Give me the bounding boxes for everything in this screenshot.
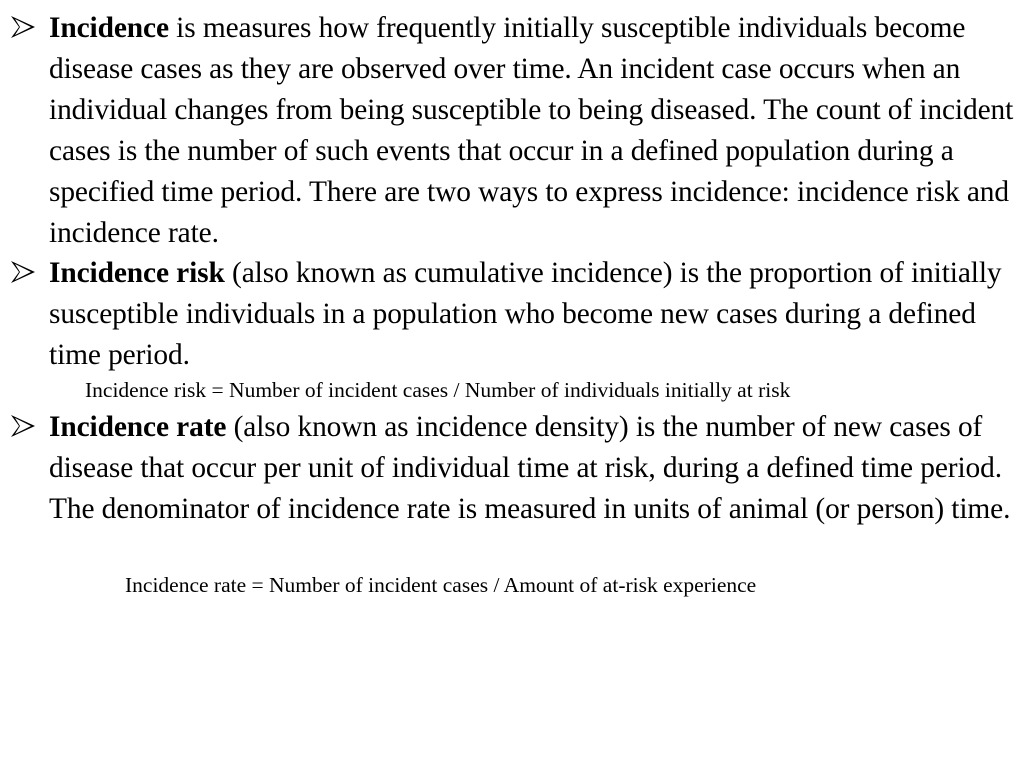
bullet-body: (also known as incidence density) is the number of new cases of disease that occur per unit of individual time at risk, during a defined time period. The denominator of incidence rate is measured in units of animal (or person) time. <box>49 411 1011 525</box>
bullet-body: (also known as cumulative incidence) is the proportion of initially susceptible individuals in a population who become new cases during a defined time period. <box>49 257 1002 371</box>
arrow-bullet-icon <box>10 14 36 40</box>
arrow-bullet-icon <box>10 259 36 285</box>
bullet-term: Incidence <box>49 12 169 44</box>
bullet-term: Incidence risk <box>49 257 225 289</box>
arrow-bullet-icon <box>10 413 36 439</box>
bullet-term: Incidence rate <box>49 411 227 443</box>
incidence-risk-formula: Incidence risk = Number of incident cases / Number of individuals initially at risk <box>85 378 791 402</box>
incidence-rate-formula: Incidence rate = Number of incident cases / Amount of at-risk experience <box>125 573 757 597</box>
bullet-text <box>49 253 1017 376</box>
bullet-text <box>49 8 1017 254</box>
bullet-text <box>49 407 1017 530</box>
bullet-body: is measures how frequently initially susceptible individuals become disease cases as they are observed over time. An incident case occurs when an individual changes from being susceptible to being diseased. The count of incident cases is the number of such events that occur in a defined population during a specified time period. There are two ways to express incidence: incidence risk and incidence rate. <box>49 12 1014 249</box>
